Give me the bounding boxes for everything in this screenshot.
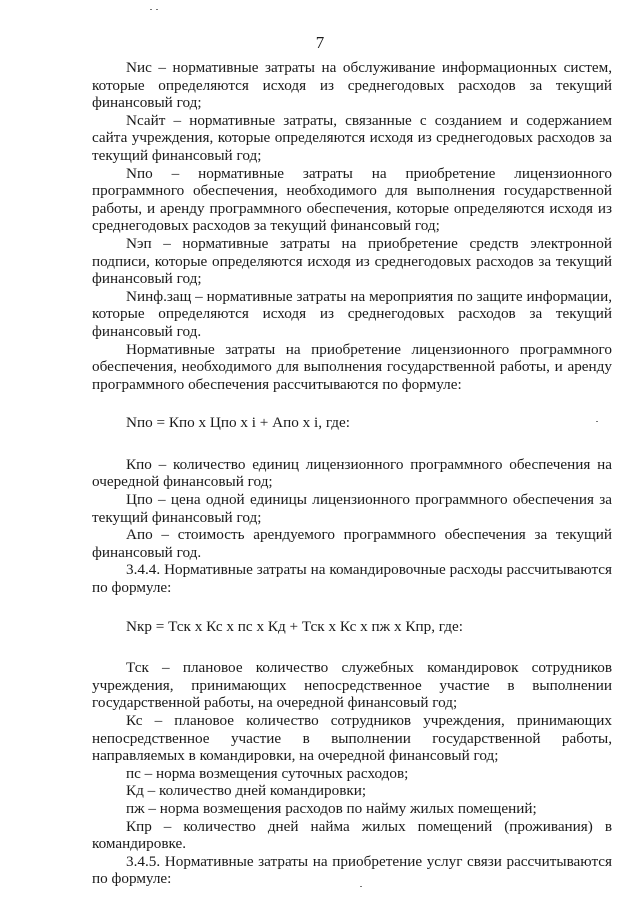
body-text [92, 59, 612, 888]
formula-npo: Nпо = Кпо х Цпо х i + Апо х i, где: [126, 414, 350, 432]
scan-speck [596, 421, 598, 422]
definition-ps: пс – норма возмещения суточных расходов; [126, 764, 409, 782]
definition-ks: Кс – плановое количество сотрудников учреждения, принимающих непосредственное участие в выполнении государственной работы, направляемых в командировки, на очередной финансовый год; [92, 712, 612, 765]
section-3-4-4: 3.4.4. Нормативные затраты на командировочные расходы рассчитываются по формуле: [92, 561, 612, 597]
definition-tspo: Цпо – цена одной единицы лицензионного программного обеспечения за текущий финансовый год; [92, 491, 612, 526]
scan-speck [360, 886, 362, 887]
scan-speck [150, 9, 152, 10]
definition-nsite: Nсайт – нормативные затраты, связанные с созданием и содержанием сайта учреждения, которые определяются исходя из среднегодовых расходов за текущий финансовый год; [92, 111, 612, 164]
page-number: 7 [315, 33, 325, 52]
definition-kpr: Кпр – количество дней найма жилых помещений (проживания) в командировке. [92, 817, 612, 853]
section-3-4-5: 3.4.5. Нормативные затраты на приобретение услуг связи рассчитываются по формуле: [92, 852, 612, 888]
scan-speck [156, 9, 158, 10]
definition-kpo: Кпо – количество единиц лицензионного программного обеспечения на очередной финансовый год; [92, 455, 612, 491]
definition-tsk: Тск – плановое количество служебных командировок сотрудников учреждения, принимающих непосредственное участие в выполнении государственной работы, на очередной финансовый год; [92, 659, 612, 712]
definition-nep: Nэп – нормативные затраты на приобретение средств электронной подписи, которые определяются исходя из среднегодовых расходов за текущий финансовый год; [92, 234, 612, 288]
definition-apo: Апо – стоимость арендуемого программного обеспечения за текущий финансовый год. [92, 526, 612, 561]
definition-nis: Nис – нормативные затраты на обслуживание информационных систем, которые определяются исходя из среднегодовых расходов за текущий финансовый год; [92, 59, 612, 112]
definition-ninf-zasch: Nинф.защ – нормативные затраты на мероприятия по защите информации, которые определяются исходя из среднегодовых расходов за текущий финансовый год. [92, 287, 612, 340]
paragraph-software-costs: Нормативные затраты на приобретение лицензионного программного обеспечения, необходимого для выполнения государственной работы, и аренду программного обеспечения рассчитываются по формуле: [92, 340, 612, 393]
definition-pzh: пж – норма возмещения расходов по найму жилых помещений; [126, 799, 537, 817]
definition-kd: Кд – количество дней командировки; [126, 782, 367, 800]
formula-nkr: Nкр = Тск х Кс х пс х Кд + Тск х Кс х пж х Кпр, где: [126, 617, 463, 635]
definition-npo: Nпо – нормативные затраты на приобретение лицензионного программного обеспечения, необходимого для выполнения государственной работы, и аренду программного обеспечения, которые определяются исходя из среднегодовых расходов за текущий финансовый год; [92, 164, 612, 235]
